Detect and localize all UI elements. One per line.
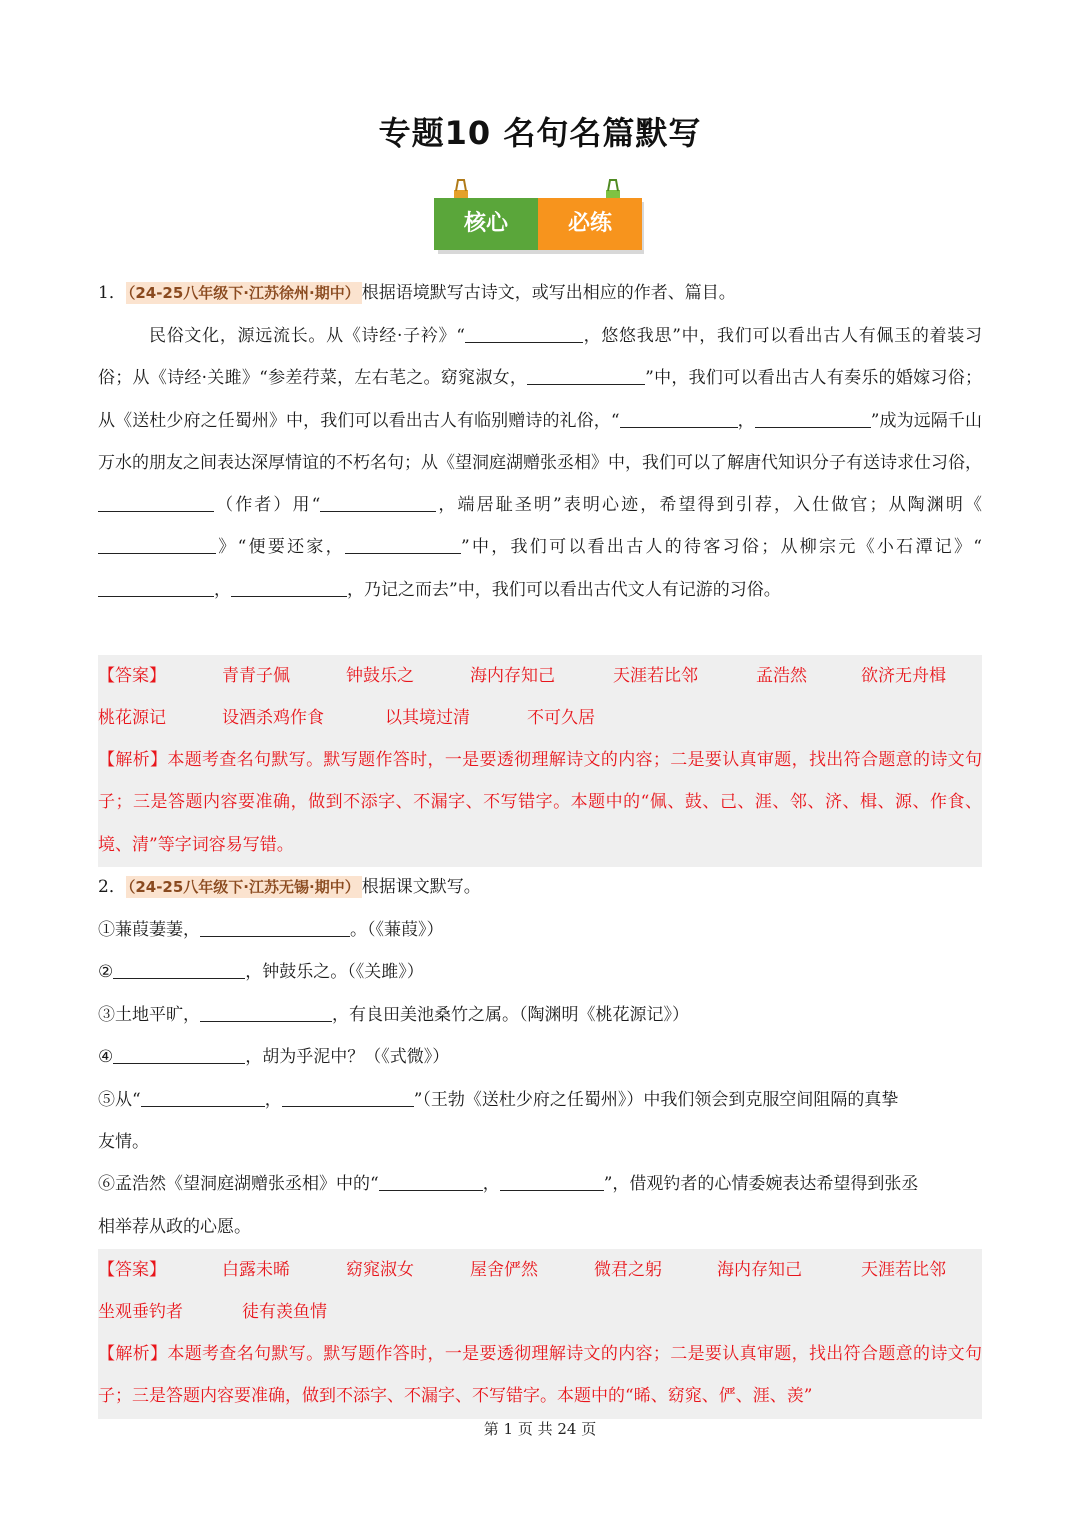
question-2-header [98,866,982,908]
answer-blank[interactable] [113,1043,245,1064]
question-1-answer-box [98,655,982,867]
answer-blank[interactable] [141,1086,265,1107]
answer-item: 青青子佩 [222,666,290,686]
answer-row [98,697,982,739]
answer-item: 天涯若比邻 [613,666,698,686]
answer-blank[interactable] [500,1170,604,1191]
answer-item: 微君之躬 [594,1260,662,1280]
question-2-answer-box [98,1249,982,1419]
question-number: 2． [98,877,126,897]
answer-blank[interactable] [320,491,436,512]
answer-item: 屋舍俨然 [470,1260,538,1280]
answer-blank[interactable] [231,576,347,597]
core-practice-badge [434,178,642,252]
answer-item: 窈窕淑女 [346,1260,414,1280]
answer-row [98,1249,982,1291]
answer-item: 欲济无舟楫 [861,666,946,686]
analysis-label: 【解析】 [98,1344,168,1364]
answer-label: 【答案】 [98,1260,166,1280]
answer-row [98,1291,982,1333]
answer-item: 钟鼓乐之 [346,666,414,686]
fill-line-1: ①蒹葭萋萋， 。（《蒹葭》） [98,909,982,951]
source-tag: （24-25八年级下·江苏徐州·期中） [127,284,360,302]
answer-item: 天涯若比邻 [861,1260,946,1280]
answer-blank[interactable] [755,407,871,428]
fill-line-4: ④ ，胡为乎泥中？（《式微》） [98,1036,982,1078]
answer-item: 海内存知己 [717,1260,802,1280]
answer-item: 以其境过清 [385,708,470,728]
analysis-label: 【解析】 [98,750,168,770]
page-title: 专题10 名句名篇默写 [378,114,702,152]
answer-item: 徒有羡鱼情 [242,1302,327,1322]
answer-label: 【答案】 [98,666,166,686]
answer-row [98,655,982,697]
fill-line-2: ② ，钟鼓乐之。（《关雎》） [98,951,982,993]
answer-blank[interactable] [620,407,738,428]
answer-blank[interactable] [282,1086,414,1107]
answer-blank[interactable] [98,491,214,512]
question-1-header [98,272,982,314]
analysis-text: 【解析】本题考查名句默写。默写题作答时，一是要透彻理解诗文的内容；二是要认真审题，找出符合题意的诗文句子；三是答题内容要准确，做到不添字、不漏字、不写错字。本题中的“佩、鼓、己、涯、邻、济、楫、源、作食、境、清”等字词容易写错。 [98,750,983,855]
answer-blank[interactable] [113,958,245,979]
answer-item: 不可久居 [527,708,595,728]
question-1-passage: 民俗文化，源远流长。从《诗经·子衿》“ ，悠悠我思”中，我们可以看出古人有佩玉的着装习俗；从《诗经·关雎》“参差荇菜，左右芼之。窈窕淑女， ”中，我们可以看出古人有奏乐的婚嫁习俗；从《送杜少府之任蜀州》中，我们可以看出古人有临别赠诗的礼俗，“ ， ”成为远隔千山万水的朋友之间表达深厚情谊的不朽名句；从《望洞庭湖赠张丞相》中，我们可以了解唐代知识分子有送诗求仕习俗，（作者）用“ ，端居耻圣明”表明心迹，希望得到引荐，入仕做官；从陶渊明《》“便要还家， ”中，我们可以看出古人的待客习俗；从柳宗元《小石潭记》“， ，乃记之而去”中，我们可以看出古代文人有记游的习俗。 [98,315,982,611]
page-footer: 第 1 页 共 24 页 [483,1420,597,1438]
question-number: 1． [98,283,126,303]
answer-blank[interactable] [527,364,645,385]
answer-item: 孟浩然 [756,666,807,686]
source-tag: （24-25八年级下·江苏无锡·期中） [127,878,360,896]
badge-label-core: 核心 [463,211,508,236]
answer-item: 白露未晞 [222,1260,290,1280]
answer-blank[interactable] [200,1001,332,1022]
question-prompt: 根据课文默写。 [361,877,481,897]
answer-blank[interactable] [98,533,216,554]
fill-line-5: ⑤从“ ， ”（王勃《送杜少府之任蜀州》）中我们领会到克服空间阻隔的真挚 [98,1079,982,1121]
question-prompt: 根据语境默写古诗文，或写出相应的作者、篇目。 [361,283,736,303]
answer-blank[interactable] [465,322,583,343]
fill-line-5-cont: 友情。 [98,1132,149,1152]
fill-line-3: ③土地平旷， ，有良田美池桑竹之属。（陶渊明《桃花源记》） [98,994,982,1036]
answer-item: 海内存知己 [470,666,555,686]
analysis-text: 【解析】本题考查名句默写。默写题作答时，一是要透彻理解诗文的内容；二是要认真审题，找出符合题意的诗文句子；三是答题内容要准确，做到不添字、不漏字、不写错字。本题中的“晞、窈窕、俨、涯、羡” [98,1344,983,1407]
fill-line-6-cont: 相举荐从政的心愿。 [98,1217,251,1237]
badge-label-practice: 必练 [567,211,612,236]
answer-item: 设酒杀鸡作食 [222,708,324,728]
answer-item: 坐观垂钓者 [98,1302,183,1322]
answer-blank[interactable] [379,1170,483,1191]
fill-line-6: ⑥孟浩然《望洞庭湖赠张丞相》中的“ ， ”，借观钓者的心情委婉表达希望得到张丞 [98,1163,982,1205]
answer-blank[interactable] [200,916,350,937]
answer-blank[interactable] [98,576,214,597]
answer-blank[interactable] [345,533,461,554]
answer-item: 桃花源记 [98,708,166,728]
